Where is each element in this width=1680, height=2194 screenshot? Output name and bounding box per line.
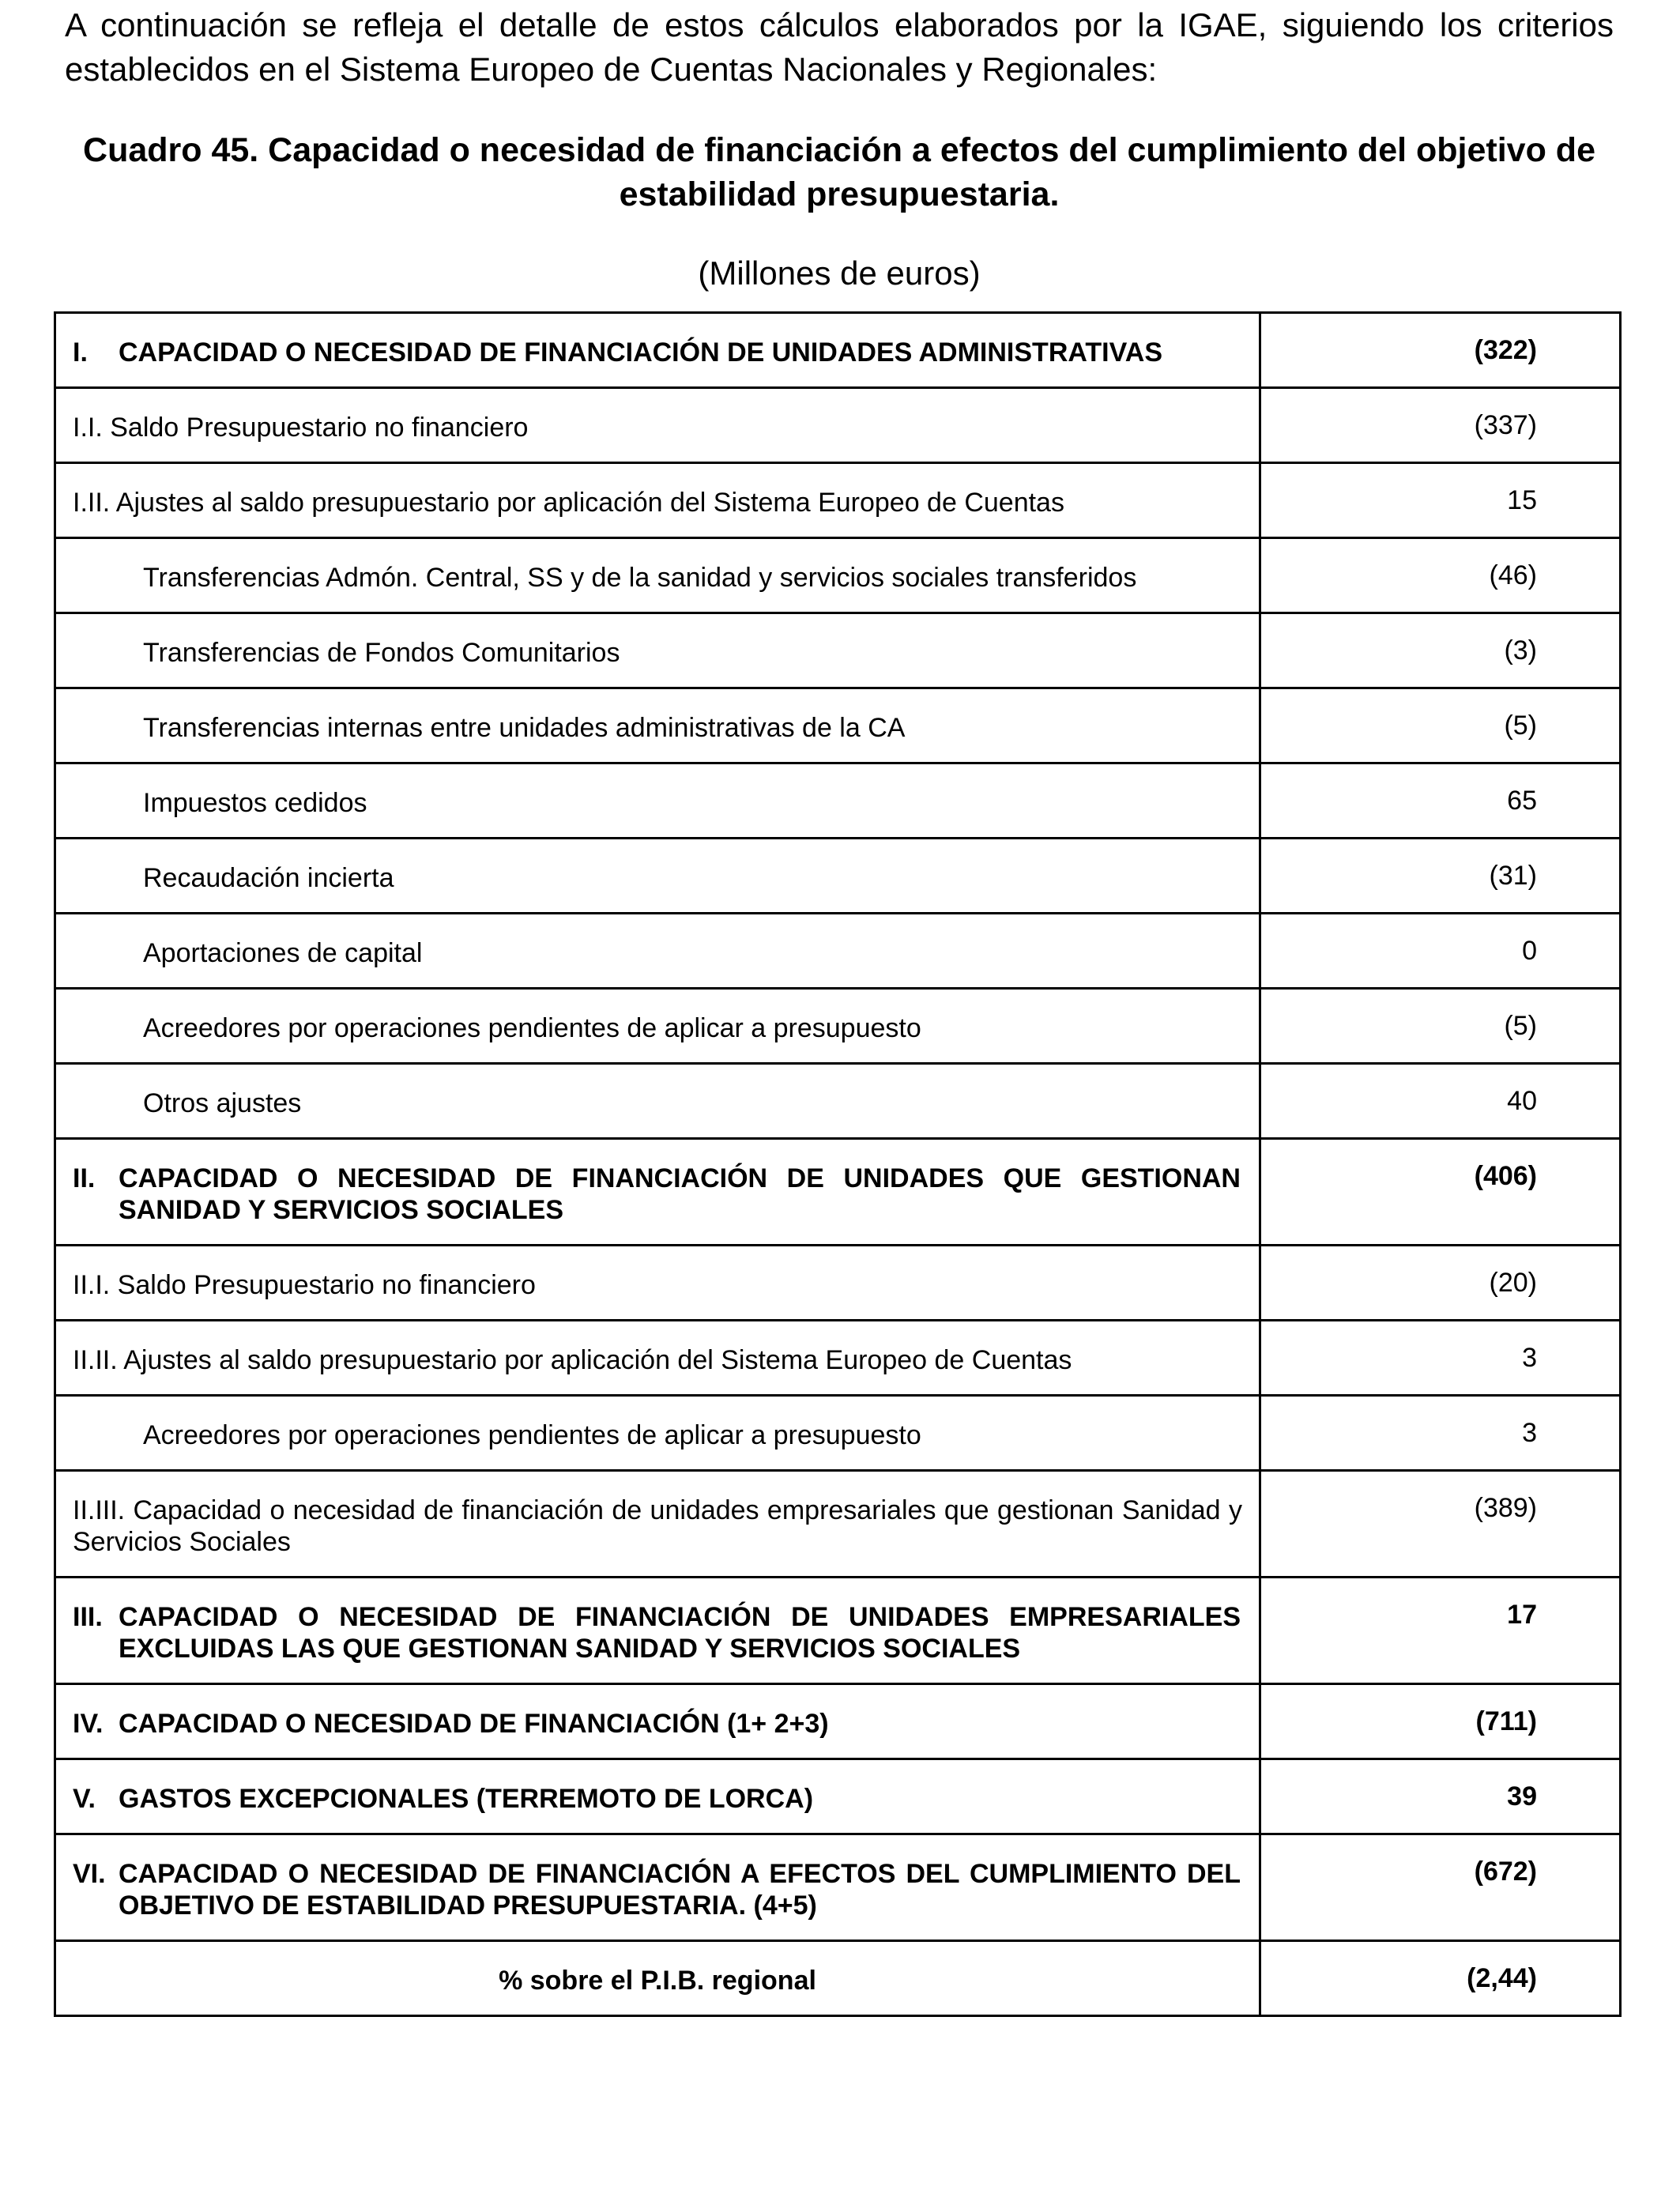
row-number: III. (73, 1602, 103, 1632)
row-label: CAPACIDAD O NECESIDAD DE FINANCIACIÓN DE UNIDADES ADMINISTRATIVAS (119, 337, 1163, 368)
row-label: Acreedores por operaciones pendientes de aplicar a presupuesto (143, 1013, 921, 1043)
row-value: (389) (1474, 1493, 1537, 1523)
table-row (55, 688, 1621, 763)
row-value: (5) (1504, 711, 1537, 741)
row-value: (672) (1474, 1857, 1537, 1887)
table-row (55, 914, 1621, 989)
table-row (55, 989, 1621, 1064)
row-value: (20) (1489, 1268, 1537, 1298)
table-row (55, 763, 1621, 839)
table-row-pib-percentage (55, 1941, 1621, 2016)
row-label: II.I. Saldo Presupuestario no financiero (73, 1270, 536, 1300)
row-label: Transferencias de Fondos Comunitarios (143, 638, 620, 668)
units-caption: (Millones de euros) (698, 254, 981, 292)
table-row (55, 613, 1621, 688)
row-value: (406) (1474, 1161, 1537, 1191)
row-label: CAPACIDAD O NECESIDAD DE FINANCIACIÓN DE UNIDADES EMPRESARIALES EXCLUIDAS LAS QUE GESTIONAN SANIDAD Y SERVICIOS SOCIALES (119, 1602, 1241, 1664)
row-value: (3) (1504, 635, 1537, 665)
row-label: I.II. Ajustes al saldo presupuestario por aplicación del Sistema Europeo de Cuentas (73, 488, 1064, 518)
row-number: IV. (73, 1709, 104, 1739)
table-row-total-i (55, 313, 1621, 388)
row-label: Impuestos cedidos (143, 788, 367, 818)
row-value: 15 (1507, 485, 1537, 515)
row-label: Transferencias Admón. Central, SS y de la sanidad y servicios sociales transferidos (143, 563, 1137, 593)
row-label: Recaudación incierta (143, 863, 394, 893)
row-value: 3 (1522, 1343, 1537, 1373)
table-row (55, 1064, 1621, 1139)
row-label: Transferencias internas entre unidades administrativas de la CA (143, 713, 906, 743)
row-number: V. (73, 1784, 96, 1814)
row-value: (5) (1504, 1011, 1537, 1041)
row-label: CAPACIDAD O NECESIDAD DE FINANCIACIÓN DE UNIDADES QUE GESTIONAN SANIDAD Y SERVICIOS SOCIALES (119, 1163, 1241, 1225)
row-value: 3 (1522, 1418, 1537, 1448)
intro-paragraph: A continuación se refleja el detalle de estos cálculos elaborados por la IGAE, siguiendo los criterios establecidos en el Sistema Europeo de Cuentas Nacionales y Regionales: (65, 6, 1614, 88)
table-row-total-vi (55, 1834, 1621, 1941)
row-value: (46) (1489, 560, 1537, 590)
row-label: GASTOS EXCEPCIONALES (TERREMOTO DE LORCA) (119, 1784, 814, 1814)
table-row-total-iv (55, 1684, 1621, 1759)
row-label: Acreedores por operaciones pendientes de aplicar a presupuesto (143, 1420, 921, 1450)
row-value: 40 (1507, 1086, 1537, 1116)
row-label: CAPACIDAD O NECESIDAD DE FINANCIACIÓN (1+ 2+3) (119, 1709, 829, 1739)
row-value: (337) (1474, 410, 1537, 440)
table-row-total-v (55, 1759, 1621, 1834)
row-number: I. (73, 337, 88, 368)
table-row (55, 538, 1621, 613)
row-value: (711) (1475, 1706, 1537, 1736)
table-row-total-ii (55, 1139, 1621, 1246)
row-label: I.I. Saldo Presupuestario no financiero (73, 413, 529, 443)
table-row (55, 1321, 1621, 1396)
row-value: 17 (1507, 1600, 1537, 1630)
row-value: (322) (1474, 335, 1537, 365)
table-row-total-iii (55, 1578, 1621, 1684)
table-row (55, 1396, 1621, 1471)
row-value: (31) (1489, 861, 1537, 891)
financing-table (54, 311, 1622, 2017)
row-number: VI. (73, 1859, 106, 1889)
row-label: Otros ajustes (143, 1088, 302, 1118)
table-title: Cuadro 45. Capacidad o necesidad de financiación a efectos del cumplimiento del objetivo de estabilidad presupuestaria. (83, 131, 1595, 213)
row-value: (2,44) (1467, 1963, 1537, 1993)
row-value: 0 (1522, 936, 1537, 966)
table-row (55, 1471, 1621, 1578)
row-value: 65 (1507, 786, 1537, 816)
table-row (55, 1246, 1621, 1321)
row-label: % sobre el P.I.B. regional (499, 1966, 816, 1996)
table-row (55, 463, 1621, 538)
table-row (55, 839, 1621, 914)
row-number: II. (73, 1163, 96, 1193)
row-value: 39 (1507, 1781, 1537, 1811)
table-row (55, 388, 1621, 463)
row-label: CAPACIDAD O NECESIDAD DE FINANCIACIÓN A EFECTOS DEL CUMPLIMIENTO DEL OBJETIVO DE ESTABILIDAD PRESUPUESTARIA. (4+5) (119, 1859, 1241, 1921)
row-label: II.II. Ajustes al saldo presupuestario por aplicación del Sistema Europeo de Cuentas (73, 1345, 1072, 1375)
row-label: Aportaciones de capital (143, 938, 423, 968)
row-label: II.III. Capacidad o necesidad de financiación de unidades empresariales que gestionan Sanidad y Servicios Sociales (73, 1495, 1242, 1557)
